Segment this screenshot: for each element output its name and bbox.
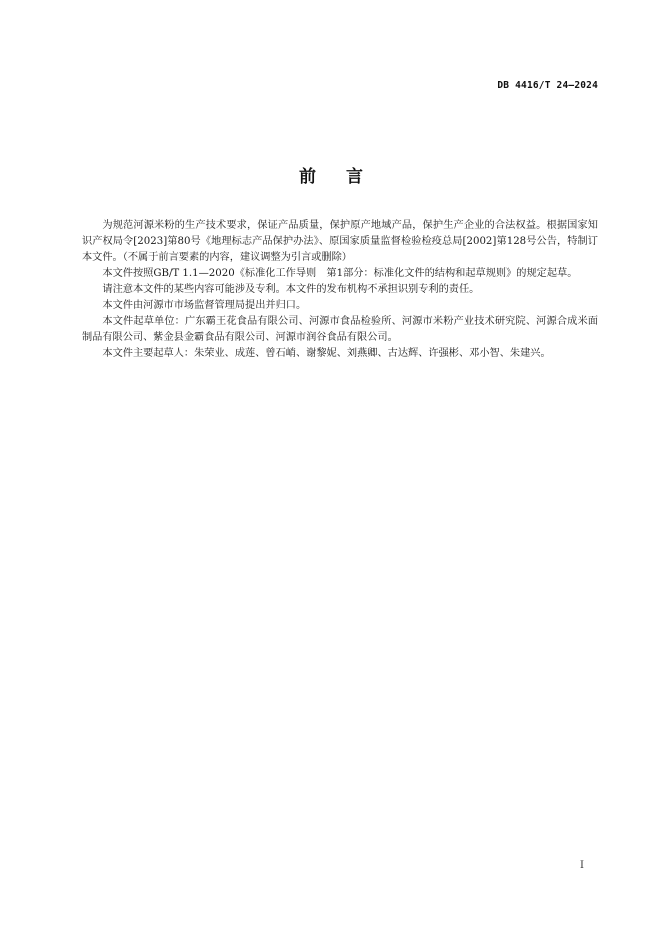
paragraph-proposer: 本文件由河源市市场监督管理局提出并归口。 bbox=[102, 300, 307, 311]
paragraph-drafting-rules: 本文件按照GB/T 1.1—2020《标准化工作导则 第1部分：标准化文件的结构和起草规则》的规定起草。 bbox=[102, 268, 578, 279]
foreword-body bbox=[82, 218, 598, 362]
paragraph-drafting-units: 本文件起草单位：广东霸王花食品有限公司、河源市食品检验所、河源市米粉产业技术研究院、河源合成米面制品有限公司、紫金县金霸食品有限公司、河源市润谷食品有限公司。 bbox=[82, 316, 598, 343]
title-char-2: 言 bbox=[346, 167, 363, 187]
document-code: DB 4416/T 24—2024 bbox=[497, 80, 598, 91]
page-number: I bbox=[580, 860, 584, 871]
paragraph-drafters: 本文件主要起草人：朱荣业、成莲、曾石峭、谢黎妮、刘燕卿、古达辉、许强彬、邓小智、朱建兴。 bbox=[102, 348, 551, 359]
page-title bbox=[0, 162, 662, 187]
paragraph-purpose: 为规范河源米粉的生产技术要求，保证产品质量，保护原产地域产品，保护生产企业的合法权益。根据国家知识产权局令[2023]第80号《地理标志产品保护办法》、原国家质量监督检验检疫总局[2002]第128号公告，特制订本文件。（不属于前言要素的内容，建议调整为引言或删除） bbox=[82, 220, 598, 263]
paragraph-patent-notice: 请注意本文件的某些内容可能涉及专利。本文件的发布机构不承担识别专利的责任。 bbox=[102, 284, 480, 295]
title-char-1: 前 bbox=[299, 167, 316, 187]
